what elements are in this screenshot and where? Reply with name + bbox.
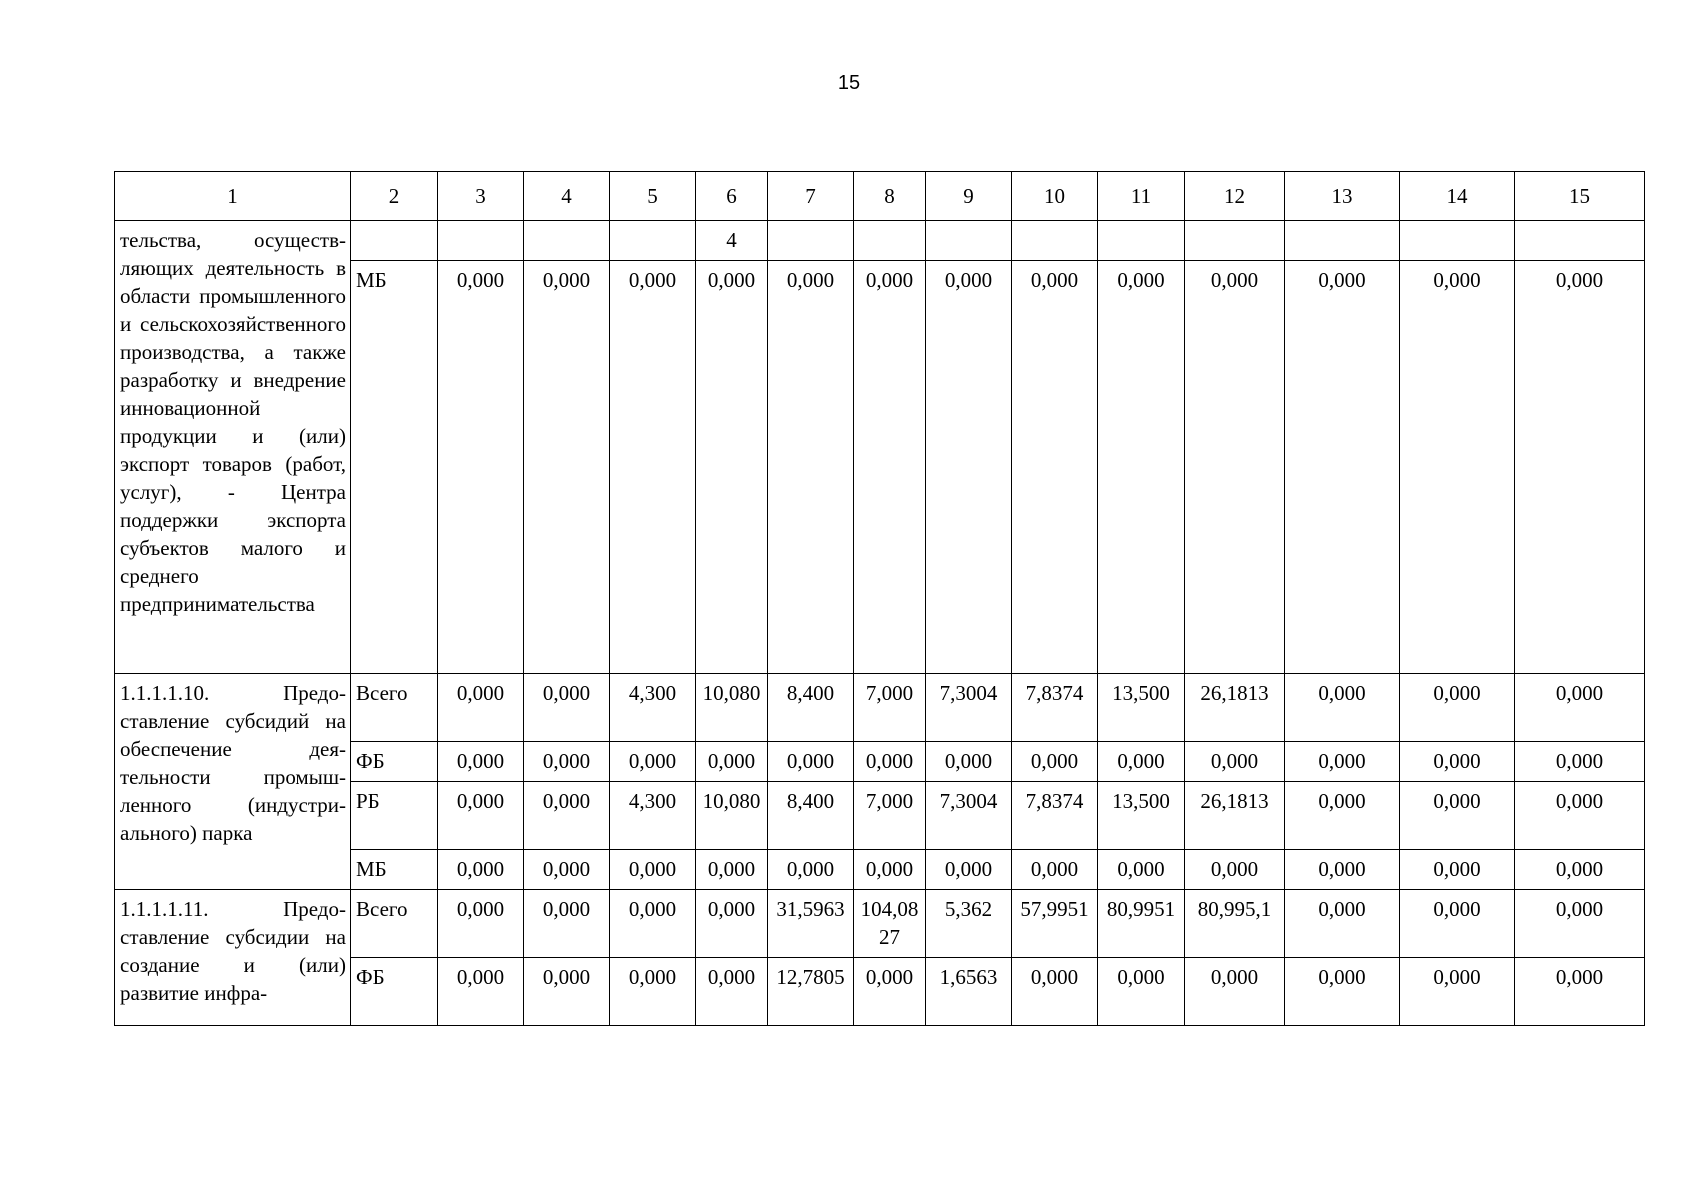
value-cell: 0,000 (1515, 742, 1645, 782)
value-cell: 31,5963 (768, 890, 854, 958)
value-cell: 0,000 (696, 958, 768, 1026)
column-header: 8 (854, 172, 926, 221)
value-cell: 0,000 (926, 742, 1012, 782)
value-cell (926, 221, 1012, 261)
value-cell (524, 221, 610, 261)
value-cell: 0,000 (1185, 850, 1285, 890)
table-row (115, 221, 1645, 261)
page-number: 15 (837, 72, 861, 94)
row-description: тельства, осуществляющих деятельность в области промышленного и сельскохозяйственного производства, а также разработку и внедрение инновационной продукции и (или) экспорт товаров (работ, услуг), - Центра поддержки экспорта субъектов малого и среднего предпринимательства (115, 221, 351, 674)
value-cell: 104,0827 (854, 890, 926, 958)
value-cell: 0,000 (1012, 742, 1098, 782)
value-cell: 7,000 (854, 674, 926, 742)
value-cell: 0,000 (1400, 890, 1515, 958)
value-cell: 57,9951 (1012, 890, 1098, 958)
value-cell: 80,9951 (1098, 890, 1185, 958)
value-cell: 0,000 (438, 850, 524, 890)
value-cell: 0,000 (1285, 261, 1400, 674)
column-header: 6 (696, 172, 768, 221)
value-cell: 0,000 (1515, 782, 1645, 850)
table-row (115, 890, 1645, 958)
value-cell: 0,000 (696, 261, 768, 674)
value-cell: 0,000 (1400, 782, 1515, 850)
column-header: 7 (768, 172, 854, 221)
value-cell: 0,000 (768, 742, 854, 782)
column-header: 3 (438, 172, 524, 221)
value-cell: 12,7805 (768, 958, 854, 1026)
value-cell: 0,000 (1098, 261, 1185, 674)
value-cell (1185, 221, 1285, 261)
value-cell: 0,000 (854, 850, 926, 890)
column-header: 10 (1012, 172, 1098, 221)
value-cell: 4,300 (610, 674, 696, 742)
value-cell: 0,000 (610, 958, 696, 1026)
funding-source: ФБ (351, 958, 438, 1026)
row-description: 1.1.1.1.11. Предоставление субсидии на создание и (или) развитие инфра- (115, 890, 351, 1026)
value-cell: 0,000 (1098, 850, 1185, 890)
value-cell: 7,000 (854, 782, 926, 850)
value-cell: 0,000 (438, 890, 524, 958)
value-cell: 0,000 (1185, 261, 1285, 674)
column-header: 1 (115, 172, 351, 221)
value-cell: 0,000 (610, 261, 696, 674)
value-cell: 0,000 (610, 890, 696, 958)
value-cell (610, 221, 696, 261)
value-cell: 8,400 (768, 782, 854, 850)
value-cell: 0,000 (610, 850, 696, 890)
value-cell (1012, 221, 1098, 261)
value-cell: 0,000 (1098, 958, 1185, 1026)
column-header: 4 (524, 172, 610, 221)
value-cell: 0,000 (524, 782, 610, 850)
value-cell (1285, 221, 1400, 261)
value-cell: 0,000 (1400, 674, 1515, 742)
value-cell: 0,000 (1098, 742, 1185, 782)
value-cell: 13,500 (1098, 782, 1185, 850)
value-cell: 0,000 (524, 742, 610, 782)
value-cell (854, 221, 926, 261)
value-cell: 0,000 (768, 261, 854, 674)
column-header: 12 (1185, 172, 1285, 221)
value-cell: 0,000 (1515, 890, 1645, 958)
value-cell: 0,000 (438, 261, 524, 674)
value-cell: 10,080 (696, 674, 768, 742)
header-row (115, 172, 1645, 221)
value-cell: 7,3004 (926, 674, 1012, 742)
funding-source (351, 221, 438, 261)
value-cell: 13,500 (1098, 674, 1185, 742)
value-cell: 0,000 (1515, 850, 1645, 890)
value-cell: 0,000 (926, 850, 1012, 890)
column-header: 2 (351, 172, 438, 221)
value-cell: 0,000 (438, 674, 524, 742)
value-cell: 4 (696, 221, 768, 261)
value-cell: 0,000 (524, 958, 610, 1026)
value-cell: 8,400 (768, 674, 854, 742)
value-cell: 0,000 (1400, 958, 1515, 1026)
column-header: 9 (926, 172, 1012, 221)
funding-source: Всего (351, 890, 438, 958)
value-cell: 5,362 (926, 890, 1012, 958)
value-cell: 4,300 (610, 782, 696, 850)
value-cell (438, 221, 524, 261)
value-cell: 0,000 (1012, 850, 1098, 890)
value-cell: 0,000 (1185, 958, 1285, 1026)
value-cell: 26,1813 (1185, 674, 1285, 742)
value-cell: 0,000 (696, 850, 768, 890)
value-cell (1515, 221, 1645, 261)
value-cell: 0,000 (1285, 782, 1400, 850)
value-cell: 0,000 (610, 742, 696, 782)
value-cell: 0,000 (524, 674, 610, 742)
value-cell: 0,000 (1285, 958, 1400, 1026)
value-cell: 0,000 (1400, 261, 1515, 674)
value-cell: 0,000 (1400, 742, 1515, 782)
value-cell (1098, 221, 1185, 261)
value-cell: 0,000 (768, 850, 854, 890)
value-cell: 0,000 (1285, 674, 1400, 742)
value-cell: 0,000 (524, 850, 610, 890)
value-cell: 0,000 (926, 261, 1012, 674)
column-header: 5 (610, 172, 696, 221)
value-cell: 80,995,1 (1185, 890, 1285, 958)
value-cell: 0,000 (696, 890, 768, 958)
value-cell: 1,6563 (926, 958, 1012, 1026)
value-cell: 26,1813 (1185, 782, 1285, 850)
row-description: 1.1.1.1.10. Предоставление субсидий на обеспечение деятельности промышленного (индустриального) парка (115, 674, 351, 890)
value-cell: 0,000 (1285, 742, 1400, 782)
value-cell: 0,000 (1285, 850, 1400, 890)
column-header: 11 (1098, 172, 1185, 221)
value-cell: 0,000 (854, 261, 926, 674)
value-cell: 0,000 (1515, 958, 1645, 1026)
value-cell: 7,3004 (926, 782, 1012, 850)
value-cell: 0,000 (854, 958, 926, 1026)
value-cell: 7,8374 (1012, 782, 1098, 850)
table-row (115, 674, 1645, 742)
value-cell (768, 221, 854, 261)
value-cell: 0,000 (1285, 890, 1400, 958)
value-cell (1400, 221, 1515, 261)
value-cell: 0,000 (696, 742, 768, 782)
funding-source: МБ (351, 261, 438, 674)
value-cell: 7,8374 (1012, 674, 1098, 742)
budget-table (114, 171, 1645, 1026)
value-cell: 0,000 (1185, 742, 1285, 782)
value-cell: 0,000 (1012, 958, 1098, 1026)
funding-source: РБ (351, 782, 438, 850)
column-header: 14 (1400, 172, 1515, 221)
value-cell: 0,000 (1515, 674, 1645, 742)
value-cell: 0,000 (524, 261, 610, 674)
value-cell: 0,000 (1515, 261, 1645, 674)
value-cell: 0,000 (1400, 850, 1515, 890)
value-cell: 0,000 (438, 782, 524, 850)
value-cell: 0,000 (1012, 261, 1098, 674)
funding-source: МБ (351, 850, 438, 890)
value-cell: 0,000 (438, 958, 524, 1026)
column-header: 15 (1515, 172, 1645, 221)
funding-source: ФБ (351, 742, 438, 782)
funding-source: Всего (351, 674, 438, 742)
value-cell: 0,000 (438, 742, 524, 782)
value-cell: 0,000 (524, 890, 610, 958)
value-cell: 0,000 (854, 742, 926, 782)
column-header: 13 (1285, 172, 1400, 221)
value-cell: 10,080 (696, 782, 768, 850)
